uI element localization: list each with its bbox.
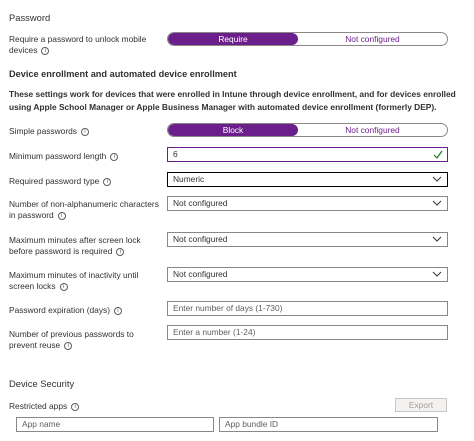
inactivity-dropdown[interactable] [167,267,448,282]
info-icon[interactable]: i [58,212,66,220]
chevron-down-icon [432,200,442,207]
min-length-label [9,151,159,162]
expiration-input[interactable] [167,301,448,316]
expiration-label [9,305,164,316]
require-option[interactable]: Require [168,33,298,45]
password-section-title: Password [9,12,51,23]
chevron-down-icon [432,176,442,183]
simple-passwords-toggle[interactable] [167,123,448,137]
min-length-value: 6 [173,149,178,159]
info-icon[interactable]: i [114,307,122,315]
min-length-label-text: Minimum password length [9,151,107,161]
screen-lock-label [9,235,164,257]
require-password-label [9,34,164,56]
info-icon[interactable]: i [116,248,124,256]
inactivity-value: Not configured [173,269,228,279]
info-icon[interactable]: i [71,403,79,411]
info-icon[interactable]: i [60,283,68,291]
restricted-apps-label-text: Restricted apps [9,401,68,411]
simple-passwords-label-text: Simple passwords [9,126,77,136]
previous-passwords-input[interactable] [167,325,448,340]
info-icon[interactable]: i [41,47,49,55]
export-button[interactable]: Export [395,398,447,412]
restricted-apps-label [9,401,159,412]
info-icon[interactable]: i [103,178,111,186]
device-security-title: Device Security [9,378,75,389]
expiration-placeholder: Enter number of days (1-730) [173,303,283,313]
non-alphanumeric-label-text: Number of non-alphanumeric characters in password [9,199,159,220]
not-configured-option[interactable]: Not configured [345,34,400,44]
app-name-input[interactable] [16,417,214,432]
password-type-value: Numeric [173,174,205,184]
password-type-label [9,176,159,187]
password-type-label-text: Required password type [9,176,100,186]
app-bundle-id-input[interactable] [219,417,438,432]
screen-lock-dropdown[interactable] [167,232,448,247]
screen-lock-value: Not configured [173,234,228,244]
non-alphanumeric-value: Not configured [173,198,228,208]
not-configured-option[interactable]: Not configured [345,125,400,135]
enrollment-section-title: Device enrollment and automated device enrollment [9,69,237,79]
chevron-down-icon [432,271,442,278]
min-length-input[interactable] [167,147,448,162]
screen-lock-label-text: Maximum minutes after screen lock before password is required [9,235,141,256]
require-password-toggle[interactable] [167,32,448,46]
chevron-down-icon [432,236,442,243]
non-alphanumeric-label [9,199,164,221]
info-icon[interactable]: i [64,342,72,350]
checkmark-icon [433,150,443,159]
inactivity-label-text: Maximum minutes of inactivity until screen locks [9,270,139,291]
non-alphanumeric-dropdown[interactable] [167,196,448,211]
inactivity-label [9,270,159,292]
simple-passwords-label [9,126,159,137]
enrollment-description: These settings work for devices that were enrolled in Intune through device enrollment, and for devices enrolled using Apple School Manager or Apple Business Manager with automated device enrollment (formerly DEP). [9,89,456,112]
block-option[interactable]: Block [168,124,298,136]
info-icon[interactable]: i [110,153,118,161]
app-bundle-id-placeholder: App bundle ID [225,419,279,429]
expiration-label-text: Password expiration (days) [9,305,111,315]
password-type-dropdown[interactable] [167,172,448,187]
previous-passwords-placeholder: Enter a number (1-24) [173,327,256,337]
previous-passwords-label [9,329,159,351]
info-icon[interactable]: i [81,128,89,136]
previous-passwords-label-text: Number of previous passwords to prevent reuse [9,329,134,350]
app-name-placeholder: App name [22,419,61,429]
require-password-label-text: Require a password to unlock mobile devices [9,34,147,55]
